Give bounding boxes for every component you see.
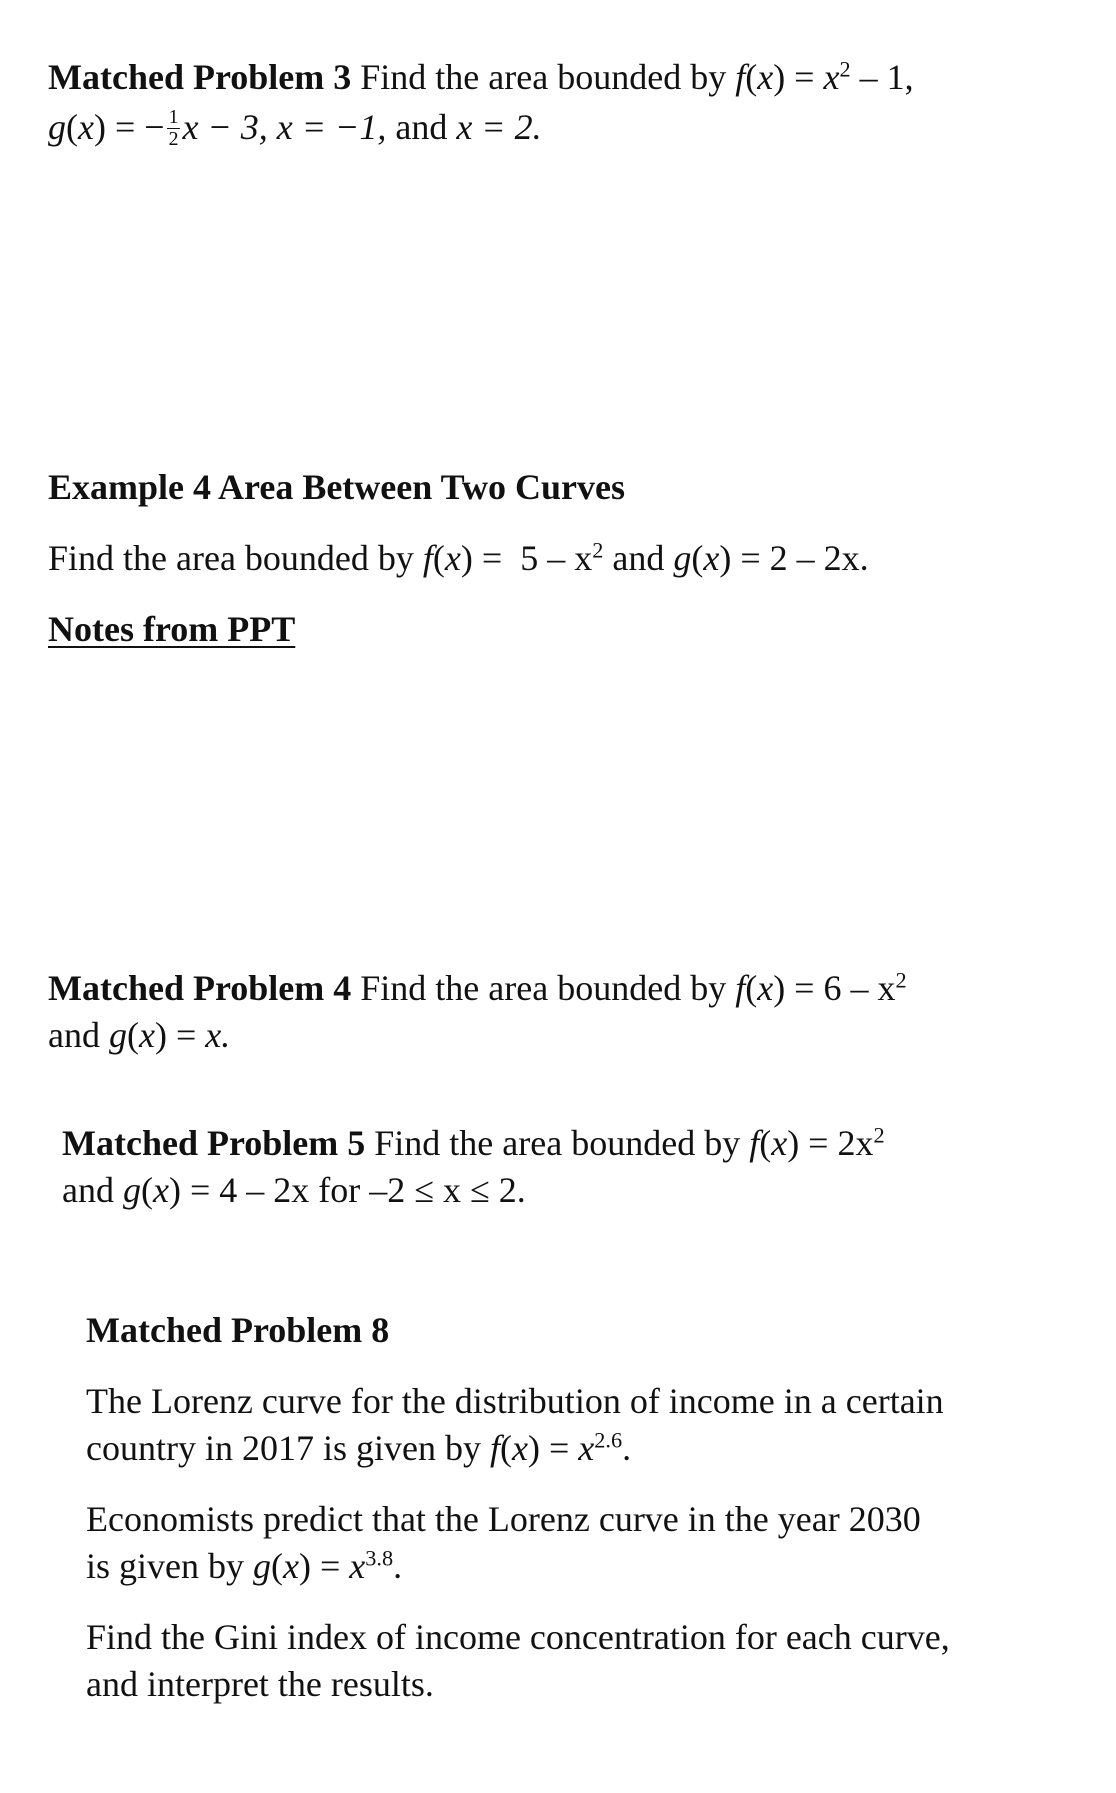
mp3-exp: 2 xyxy=(839,56,851,82)
mp5-line-1: Matched Problem 5 Find the area bounded by $f(x) = 2x^2$ xyxy=(62,1122,885,1163)
mp8-p3-text2: and interpret the results. xyxy=(86,1664,434,1704)
mp3-half-fraction xyxy=(167,107,181,150)
example-4-text: Find the area bounded by $f(x) = 5 - x^2$ and g(x) = 2 – 2x. xyxy=(48,537,869,578)
mp8-p1-line1 xyxy=(86,1378,944,1425)
ex4-f-expr: 5 – x xyxy=(520,538,593,578)
mp5-f-name: f xyxy=(749,1123,760,1163)
ex4-f-name: f xyxy=(422,538,433,578)
mp8-f-base: x xyxy=(578,1428,595,1468)
mp4-g-name: g xyxy=(108,1015,127,1055)
mp8-p2-line2: is given by $g(x) = x^{3.8}$. xyxy=(86,1545,403,1586)
mp3-f-name: f xyxy=(735,57,746,97)
mp3-x-2: x = 2. xyxy=(456,107,542,147)
mp8-g-exp: 3.8 xyxy=(365,1545,394,1571)
mp5-f-expr: 2x xyxy=(837,1123,874,1163)
ex4-g-name: g xyxy=(673,538,692,578)
mp4-line-1: Matched Problem 4 Find the area bounded by $f(x) = 6 - x^2$ xyxy=(48,967,907,1008)
mp8-p1-text1: The Lorenz curve for the distribution of income in a certain xyxy=(86,1381,944,1421)
mp3-line-1: Matched Problem 3 Find the area bounded by $f(x) = x^2 - 1$, xyxy=(48,56,914,97)
mp3-line-2: g(x) = − $\frac{1}{2}$ x − 3, x = −1, and x = 2. xyxy=(48,106,542,151)
mp8-g-name: g xyxy=(253,1546,271,1586)
mp3-intro: Find the area bounded by xyxy=(360,57,727,97)
mp4-line-2: and g(x) = x. xyxy=(48,1015,231,1055)
mp3-g-neg: − xyxy=(144,107,165,147)
example-4-title: Example 4 Area Between Two Curves xyxy=(48,467,625,507)
mp4-g-var: x xyxy=(138,1015,155,1055)
mp5-intro: Find the area bounded by xyxy=(374,1123,741,1163)
mp8-label: Matched Problem 8 xyxy=(86,1310,390,1350)
mp3-g-tail: x − 3, xyxy=(182,107,268,147)
mp3-f-tail: – 1, xyxy=(850,57,914,97)
mp8-p2-text1: Economists predict that the Lorenz curve in the year 2030 xyxy=(86,1499,921,1539)
ex4-g-var: x xyxy=(703,538,720,578)
mp8-g-base: x xyxy=(349,1546,366,1586)
mp4-f-name: f xyxy=(735,968,746,1008)
mp4-f-expr: 6 – x xyxy=(823,968,896,1008)
mp8-p1-line2: country in 2017 is given by $f(x) = x^{2.6}$. xyxy=(86,1427,632,1468)
mp4-g-expr: x. xyxy=(205,1015,231,1055)
mp8-p3-line1 xyxy=(86,1614,950,1661)
ex4-g-expr: 2 – 2x. xyxy=(769,538,869,578)
mp3-f-var: x xyxy=(757,57,774,97)
mp5-for: for –2 ≤ x ≤ 2. xyxy=(318,1170,526,1210)
mp8-p1-text2: country in 2017 is given by xyxy=(86,1428,481,1468)
mp8-g-var: x xyxy=(283,1546,299,1586)
mp8-heading xyxy=(86,1307,389,1354)
mp4-f-var: x xyxy=(757,968,774,1008)
mp4-f-exp: 2 xyxy=(895,967,907,993)
mp8-p2-text2: is given by xyxy=(86,1546,244,1586)
notes-label: Notes from PPT xyxy=(48,609,296,649)
mp5-f-var: x xyxy=(771,1123,788,1163)
mp8-p3-text1: Find the Gini index of income concentration for each curve, xyxy=(86,1617,950,1657)
mp5-g-expr: 4 – 2x xyxy=(219,1170,310,1210)
ex4-intro: Find the area bounded by xyxy=(48,538,414,578)
ex4-f-var: x xyxy=(444,538,461,578)
mp5-label: Matched Problem 5 xyxy=(62,1123,366,1163)
notes-from-ppt xyxy=(48,606,295,653)
mp4-and: and xyxy=(48,1015,100,1055)
mp5-line-2: and g(x) = 4 – 2x for –2 ≤ x ≤ 2. xyxy=(62,1170,526,1210)
mp4-label: Matched Problem 4 xyxy=(48,968,352,1008)
mp3-x-base: x xyxy=(823,57,840,97)
mp5-f-exp: 2 xyxy=(873,1122,885,1148)
ex4-and: and xyxy=(612,538,665,578)
mp3-x-neg1: x = −1, xyxy=(276,107,387,147)
mp8-f-exp: 2.6 xyxy=(594,1427,623,1453)
mp3-frac-den: 2 xyxy=(168,128,179,151)
mp8-f-name: f xyxy=(489,1428,500,1468)
mp3-frac-num: 1 xyxy=(168,106,179,129)
mp3-g-var: x xyxy=(78,107,94,147)
mp5-and: and xyxy=(62,1170,114,1210)
example-4-heading xyxy=(48,464,625,511)
mp4-intro: Find the area bounded by xyxy=(360,968,727,1008)
mp3-g-name: g xyxy=(48,107,66,147)
ex4-f-exp: 2 xyxy=(592,537,604,563)
mp5-g-name: g xyxy=(122,1170,141,1210)
mp8-f-var: x xyxy=(511,1428,528,1468)
mp3-and: and xyxy=(395,107,448,147)
mp5-g-var: x xyxy=(152,1170,169,1210)
mp3-label: Matched Problem 3 xyxy=(48,57,352,97)
mp8-p2-line1 xyxy=(86,1496,921,1543)
mp8-p3-line2 xyxy=(86,1661,434,1708)
